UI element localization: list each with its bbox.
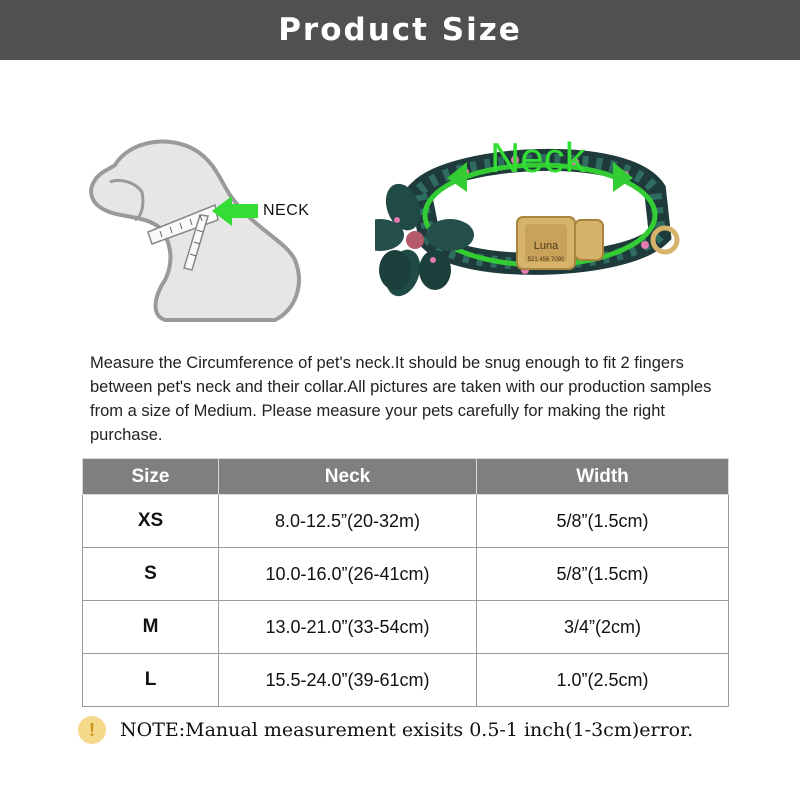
measure-instructions: Measure the Circumference of pet's neck.It should be snug enough to fit 2 fingers between pet's neck and their collar.All pictures are taken with our production samples from a size of Medium. Please measure your pets carefully for making the right purchase. xyxy=(90,354,712,444)
dog-neck-label: NECK xyxy=(263,202,310,219)
width-cell: 5/8”(1.5cm) xyxy=(477,548,729,601)
size-table-header-row xyxy=(83,459,729,495)
width-cell: 5/8”(1.5cm) xyxy=(477,495,729,548)
size-column-header: Size xyxy=(83,459,219,495)
size-cell: L xyxy=(83,654,219,707)
size-cell: S xyxy=(83,548,219,601)
collar-neck-label: Neck xyxy=(490,134,586,181)
neck-cell: 10.0-16.0”(26-41cm) xyxy=(219,548,477,601)
note-text: NOTE:Manual measurement exisits 0.5-1 inch(1-3cm)error. xyxy=(120,719,694,741)
tag-name-text: Luna xyxy=(533,240,559,252)
size-cell: XS xyxy=(83,495,219,548)
width-cell: 3/4”(2cm) xyxy=(477,601,729,654)
dog-neck-illustration xyxy=(80,120,350,330)
exclamation-icon: ! xyxy=(78,716,106,744)
neck-cell: 15.5-24.0”(39-61cm) xyxy=(219,654,477,707)
neck-cell: 13.0-21.0”(33-54cm) xyxy=(219,601,477,654)
size-table xyxy=(82,458,729,707)
width-cell: 1.0”(2.5cm) xyxy=(477,654,729,707)
neck-cell: 8.0-12.5”(20-32m) xyxy=(219,495,477,548)
table-row xyxy=(83,601,729,654)
page-title: Product Size xyxy=(278,12,522,48)
tag-phone-text: 521 456 7090 xyxy=(527,257,565,263)
measurement-note xyxy=(78,716,693,744)
table-row xyxy=(83,495,729,548)
neck-column-header: Neck xyxy=(219,459,477,495)
size-cell: M xyxy=(83,601,219,654)
table-row xyxy=(83,654,729,707)
width-column-header: Width xyxy=(477,459,729,495)
header-bar xyxy=(0,0,800,60)
table-row xyxy=(83,548,729,601)
